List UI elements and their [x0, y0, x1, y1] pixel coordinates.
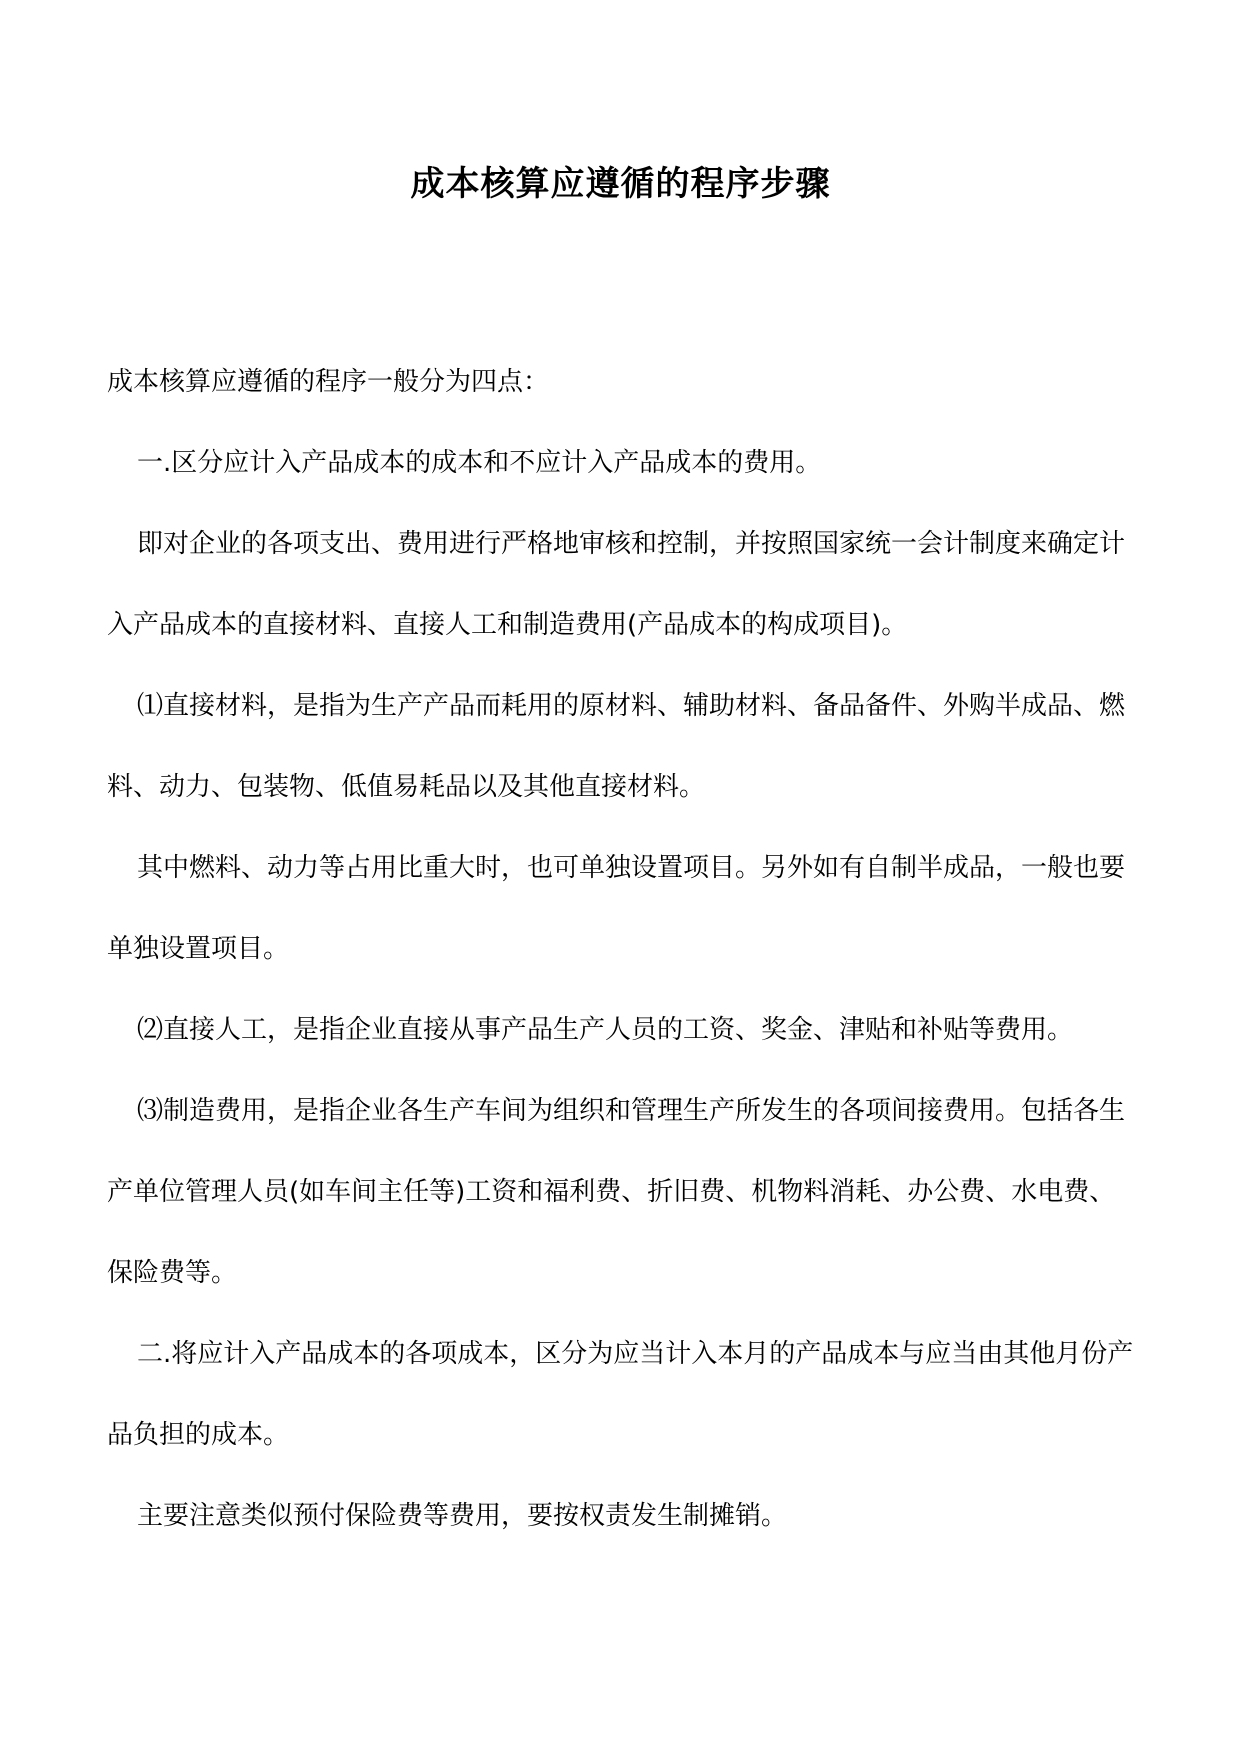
paragraph-direct-labor: ⑵直接人工，是指企业直接从事产品生产人员的工资、奖金、津贴和补贴等费用。	[137, 1015, 1074, 1045]
paragraph-direct-materials: ⑴直接材料，是指为生产产品而耗用的原材料、辅助材料、备品备件、外购半成品、燃料、动力、包装物、低值易耗品以及其他直接材料。	[107, 691, 1126, 802]
paragraph-prepaid-note: 主要注意类似预付保险费等费用，要按权责发生制摊销。	[137, 1501, 788, 1531]
paragraph-manufacturing-overhead: ⑶制造费用，是指企业各生产车间为组织和管理生产所发生的各项间接费用。包括各生产单位管理人员(如车间主任等)工资和福利费、折旧费、机物料消耗、办公费、水电费、保险费等。	[107, 1096, 1126, 1288]
document-body	[107, 342, 1137, 1557]
paragraph-step-one-detail: 即对企业的各项支出、费用进行严格地审核和控制，并按照国家统一会计制度来确定计入产品成本的直接材料、直接人工和制造费用(产品成本的构成项目)。	[107, 529, 1126, 640]
paragraph-step-two: 二.将应计入产品成本的各项成本，区分为应当计入本月的产品成本与应当由其他月份产品负担的成本。	[107, 1339, 1134, 1450]
page-title: 成本核算应遵循的程序步骤	[410, 164, 831, 204]
paragraph-step-one: 一.区分应计入产品成本的成本和不应计入产品成本的费用。	[137, 448, 822, 478]
paragraph-intro: 成本核算应遵循的程序一般分为四点：	[107, 367, 550, 397]
paragraph-fuel-power-note: 其中燃料、动力等占用比重大时，也可单独设置项目。另外如有自制半成品，一般也要单独设置项目。	[107, 853, 1126, 964]
